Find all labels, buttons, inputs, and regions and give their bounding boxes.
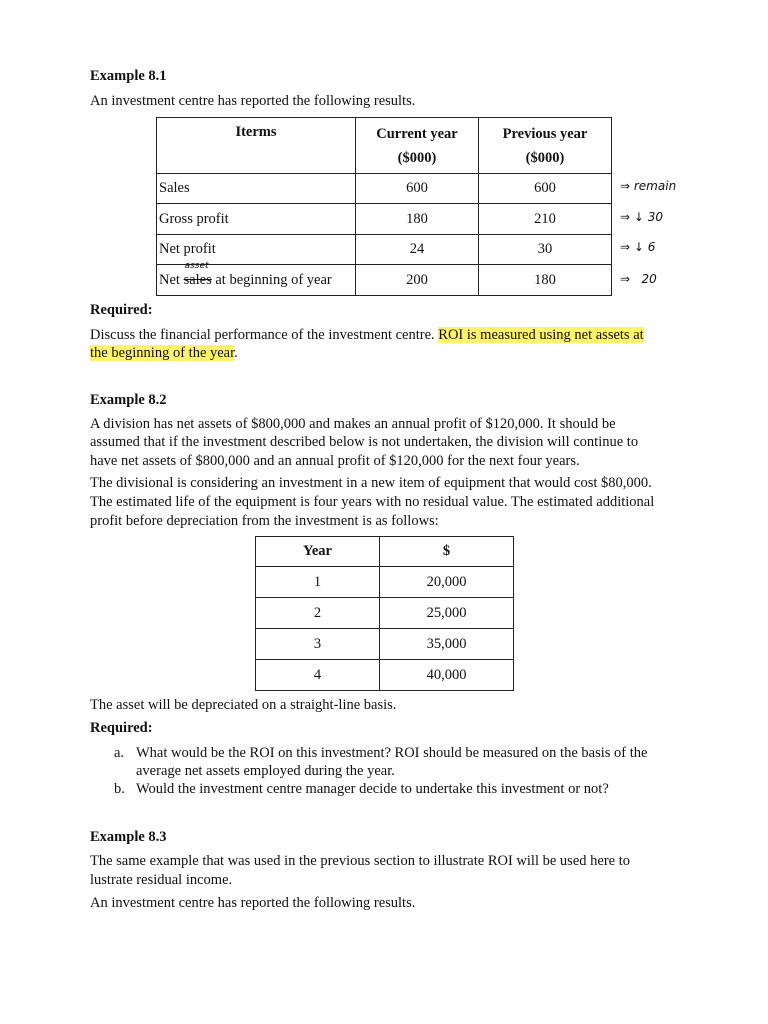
table-row [157,265,612,296]
row-label: Gross profit [157,204,356,235]
required-label: Required: [90,302,153,318]
required-label: Required: [90,720,153,736]
row-previous: 180 [479,265,612,296]
row-label-suffix: at beginning of year [211,271,332,288]
items-header: Iterms [157,118,356,174]
amount-cell: 35,000 [380,629,514,660]
required-text [90,326,690,345]
row-label: Sales [157,174,356,204]
year-cell: 1 [256,567,380,598]
list-item-line: Would the investment centre manager decide to undertake this investment or not? [136,781,609,797]
handwritten-note: ⇒ ↓ 6 [620,240,656,254]
table-row [157,204,612,235]
row-current: 24 [356,235,479,265]
previous-year-header-line2: ($000) [525,149,565,166]
paragraph-line: have net assets of $800,000 and an annual profit of $120,000 for the next four years. [90,453,580,469]
paragraph-line: An investment centre has reported the following results. [90,895,416,911]
example-8-1-title: Example 8.1 [90,68,167,84]
row-label [157,260,356,296]
handwritten-note: ⇒ ↓ 30 [620,210,664,224]
row-current: 180 [356,204,479,235]
list-item-line: average net assets employed during the year. [136,763,395,779]
example-8-1-intro: An investment centre has reported the following results. [90,93,416,109]
amount-cell: 25,000 [380,598,514,629]
current-year-header [356,118,479,174]
row-current: 200 [356,265,479,296]
table-row [256,567,514,598]
table-row [256,598,514,629]
profit-table [255,536,514,691]
paragraph-line: A division has net assets of $800,000 and makes an annual profit of $120,000. It should be [90,416,616,432]
amount-header: $ [380,537,514,567]
highlighted-text: ROI is measured using net assets at [438,327,644,343]
paragraph-line: The same example that was used in the previous section to illustrate ROI will be used here to [90,853,630,869]
list-item [114,780,609,798]
row-current: 600 [356,174,479,204]
row-previous: 600 [479,174,612,204]
required-text-end: . [234,345,238,361]
amount-cell: 40,000 [380,660,514,691]
paragraph-line: assumed that if the investment described below is not undertaken, the division will continue to [90,434,639,450]
struck-word [183,260,212,288]
row-label: Net profit [157,235,356,265]
handwritten-note: ⇒ remain [620,179,677,193]
table-row [157,235,612,265]
list-item-line: What would be the ROI on this investment? ROI should be measured on the basis of the [136,745,648,761]
row-label-prefix: Net [159,271,184,288]
previous-year-header [479,118,612,174]
year-cell: 4 [256,660,380,691]
highlighted-text: the beginning of the year [90,345,235,361]
paragraph-line: lustrate residual income. [90,872,233,888]
results-table [156,117,612,296]
previous-year-header-line1: Previous year [502,125,588,142]
amount-cell: 20,000 [380,567,514,598]
paragraph-line: The asset will be depreciated on a straight-line basis. [90,697,397,713]
table-header-row [157,118,612,174]
table-row [157,174,612,204]
required-text-line2 [90,344,238,363]
paragraph-line: The divisional is considering an investment in a new item of equipment that would cost $80,000. [90,475,652,491]
handwritten-note: ⇒ 20 [620,272,657,286]
year-cell: 2 [256,598,380,629]
list-marker: b. [114,781,125,797]
year-cell: 3 [256,629,380,660]
paragraph-line: The estimated life of the equipment is four years with no residual value. The estimated additional [90,494,655,510]
table-header-row [256,537,514,567]
example-8-2-title: Example 8.2 [90,392,167,408]
example-8-3-title: Example 8.3 [90,829,167,845]
list-marker: a. [114,745,125,761]
table-row [256,629,514,660]
year-header: Year [256,537,380,567]
current-year-header-line1: Current year [376,125,458,142]
required-text-plain: Discuss the financial performance of the investment centre. [90,327,439,343]
list-item [114,744,648,780]
table-row [256,660,514,691]
current-year-header-line2: ($000) [397,149,437,166]
handwritten-correction: asset [184,260,209,271]
row-previous: 210 [479,204,612,235]
row-previous: 30 [479,235,612,265]
paragraph-line: profit before depreciation from the investment is as follows: [90,513,439,529]
struck-text: sales [183,271,212,288]
